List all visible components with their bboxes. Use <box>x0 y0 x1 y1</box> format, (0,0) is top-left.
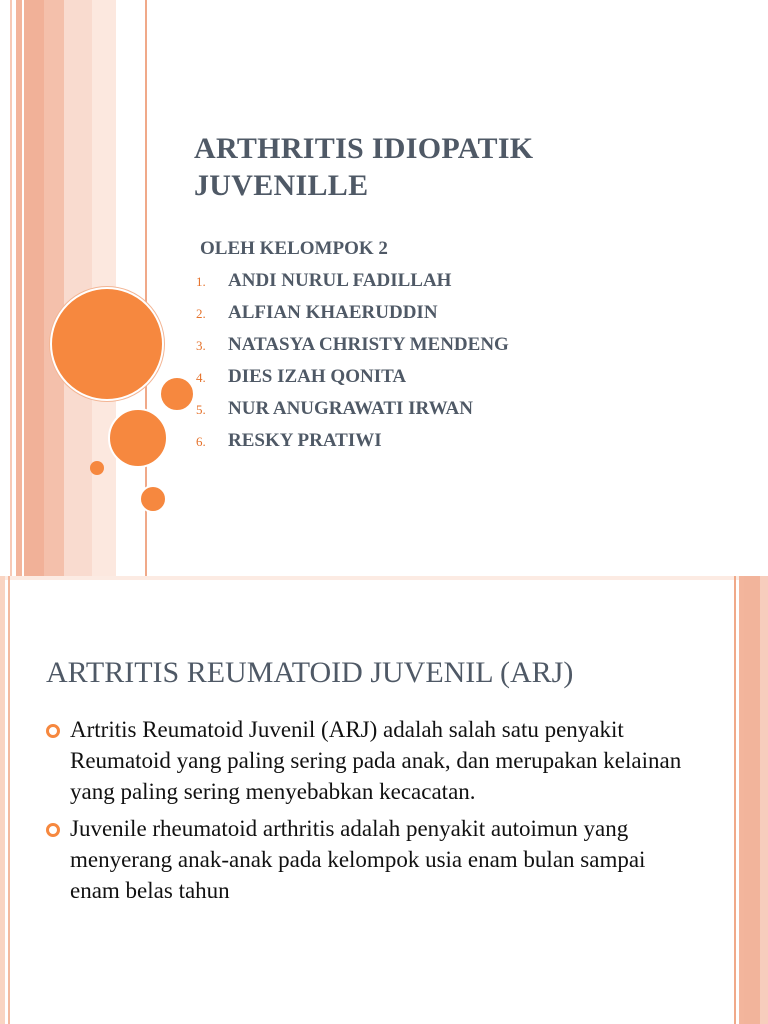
slide-title-text: ARTHRITIS IDIOPATIK JUVENILLE <box>194 132 534 202</box>
list-item <box>196 398 509 430</box>
bullet-list <box>46 714 696 912</box>
decor-stripe <box>734 576 736 1024</box>
member-name: RESKY PRATIWI <box>228 430 382 451</box>
decor-circle-large <box>50 287 164 401</box>
list-number: 1. <box>196 274 206 289</box>
decor-circle-small <box>139 485 167 513</box>
list-number: 5. <box>196 402 206 417</box>
bullet-text: Juvenile rheumatoid arthritis adalah penyakit autoimun yang menyerang anak-anak pada kelompok usia enam bulan sampai enam belas tahun <box>70 816 646 903</box>
slide-content <box>0 576 768 1024</box>
decor-band <box>0 576 768 580</box>
bullet-ring-icon <box>46 724 60 738</box>
member-name: ALFIAN KHAERUDDIN <box>228 302 438 323</box>
list-item <box>46 813 696 906</box>
decor-stripe <box>10 0 12 576</box>
list-item <box>46 714 696 807</box>
decor-circle-small <box>159 376 195 412</box>
member-list <box>196 270 509 462</box>
member-name: DIES IZAH QONITA <box>228 366 407 387</box>
list-item <box>196 270 509 302</box>
list-item <box>196 302 509 334</box>
decor-stripe <box>8 576 10 1024</box>
decor-circle-medium <box>108 408 168 468</box>
list-number: 6. <box>196 434 206 449</box>
decor-stripe <box>44 0 64 576</box>
decor-stripe <box>16 0 22 576</box>
slide-heading: ARTRITIS REUMATOID JUVENIL (ARJ) <box>46 656 574 689</box>
decor-stripe <box>64 0 92 576</box>
member-name: NUR ANUGRAWATI IRWAN <box>228 398 473 419</box>
bullet-ring-icon <box>46 823 60 837</box>
list-number: 3. <box>196 338 206 353</box>
member-name: NATASYA CHRISTY MENDENG <box>228 334 509 355</box>
list-item <box>196 366 509 398</box>
member-name: ANDI NURUL FADILLAH <box>228 270 452 291</box>
decor-circle-tiny <box>90 461 104 475</box>
decor-stripe <box>24 0 44 576</box>
list-number: 2. <box>196 306 206 321</box>
list-item <box>196 430 509 462</box>
list-item <box>196 334 509 366</box>
group-label: OLEH KELOMPOK 2 <box>200 238 388 259</box>
bullet-text: Artritis Reumatoid Juvenil (ARJ) adalah salah satu penyakit Reumatoid yang paling sering pada anak, dan merupakan kelainan yang paling sering menyebabkan kecacatan. <box>70 717 682 804</box>
list-number: 4. <box>196 370 206 385</box>
decor-stripe <box>0 576 5 1024</box>
decor-stripe <box>760 576 768 1024</box>
decor-stripe <box>744 576 760 1024</box>
